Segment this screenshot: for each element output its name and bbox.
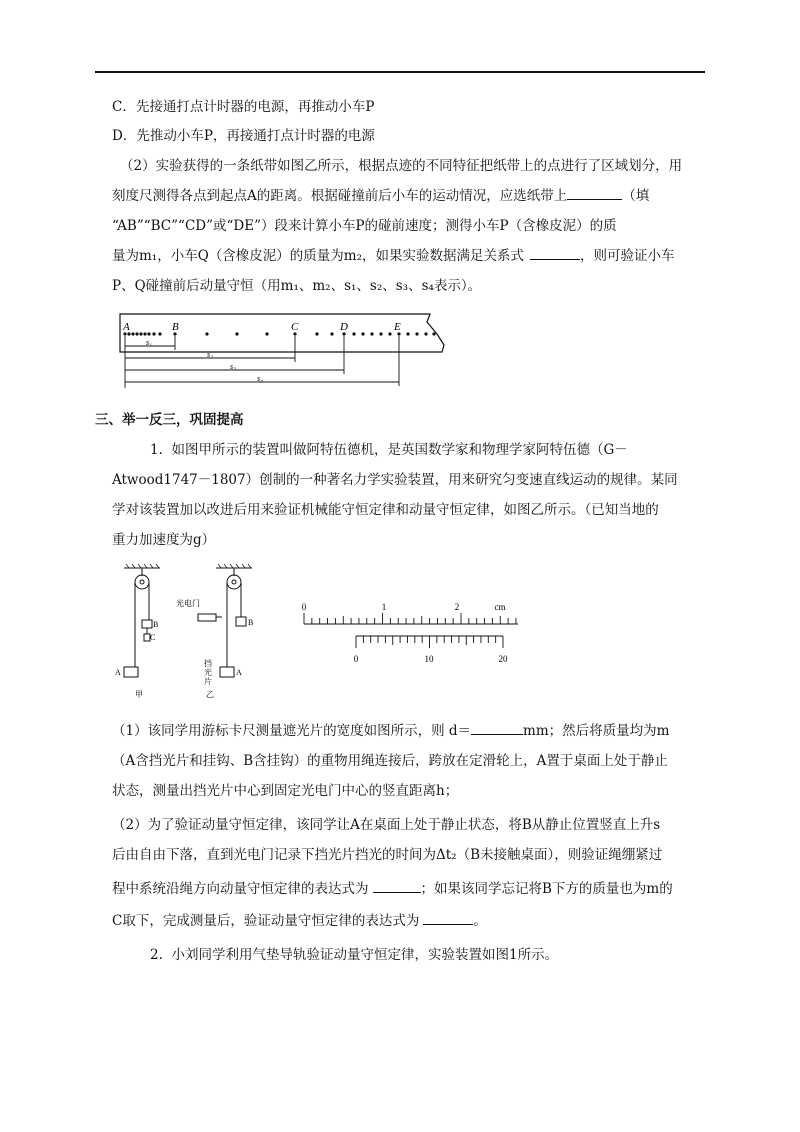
dist-s2: s₂ (207, 350, 213, 359)
problem2-line (150, 940, 750, 970)
dist-s3: s₃ (230, 362, 236, 371)
fig-b-label-a: A (236, 668, 242, 677)
fig-a-caption: 甲 (135, 690, 143, 699)
tape-dots (123, 332, 435, 335)
problem1-line3: 学对该装置加以改进后用来验证机械能守恒定律和动量守恒定律，如图乙所示。（已知当地的 (112, 502, 659, 518)
vernier-label-20: 20 (498, 654, 508, 664)
caliper-ticks (304, 613, 516, 648)
p1-part1-line3: 状态，测量出挡光片中心到固定光电门中心的竖直距离h； (112, 783, 459, 799)
shade-char-3: 片 (204, 677, 212, 686)
part2-line4-end: ，则可验证小车 (580, 248, 675, 264)
atwood-figure (112, 562, 272, 707)
part2-line5: P、Q碰撞前后动量守恒（用m₁、m₂、s₁、s₂、s₃、s₄表示）。 (112, 278, 482, 294)
fig-b-caption: 乙 (206, 690, 214, 699)
answer-blank-relation[interactable] (530, 245, 580, 260)
problem1-number: 1. (150, 442, 163, 458)
fig-a-label-c: C (150, 633, 156, 642)
p1-part2-line4-text: C取下，完成测量后，验证动量守恒定律的表达式为 (112, 913, 420, 929)
part2-line2-text: 刻度尺测得各点到起点A的距离。根据碰撞前后小车的运动情况，应选纸带上 (112, 188, 568, 204)
p1-part2-line3 (112, 874, 712, 904)
vernier-label-0: 0 (353, 654, 359, 664)
option-d: D．先推动小车P，再接通打点计时器的电源 (112, 128, 375, 144)
tape-label-c: C (291, 321, 299, 333)
paper-tape-figure (112, 312, 452, 392)
p1-part2-line3-text: 程中系统沿绳方向动量守恒定律的表达式为 (112, 881, 369, 897)
part2-line4-text: 量为m₁，小车Q（含橡皮泥）的质量为m₂，如果实验数据满足关系式 (112, 248, 524, 264)
part2-line2 (112, 181, 712, 211)
tape-label-d: D (340, 321, 348, 333)
vernier-label-10: 10 (424, 654, 434, 664)
answer-blank-momentum2[interactable] (423, 910, 473, 925)
answer-blank-segment[interactable] (567, 185, 622, 200)
p1-part2-line4-end: 。 (473, 913, 487, 929)
main-label-0: 0 (301, 602, 307, 612)
p1-part1-line2: （A含挡光片和挂钩、B含挂钩）的重物用绳连接后，跨放在定滑轮上，A置于桌面上处于静止 (112, 753, 668, 769)
problem1-line2: Atwood1747－1807）创制的一种著名力学实验装置，用来研究匀变速直线运动的规律。某同 (112, 472, 678, 488)
problem2-number: 2. (150, 947, 163, 963)
problem1-line1 (150, 435, 750, 465)
part2-line1: （2）实验获得的一条纸带如图乙所示，根据点迹的不同特征把纸带上的点进行了区域划分，用 (120, 158, 683, 174)
fig-a-label-b: B (153, 620, 159, 629)
fig-b-label-gate: 光电门 (176, 599, 200, 608)
tape-label-e: E (394, 321, 401, 333)
answer-blank-momentum1[interactable] (373, 878, 421, 893)
problem2-text: 小刘同学利用气垫导轨验证动量守恒定律，实验装置如图1所示。 (171, 947, 559, 963)
answer-blank-width[interactable] (471, 720, 523, 735)
p1-part2-line2: 后由自由下落，直到光电门记录下挡光片挡光的时间为Δt₂（B未接触桌面），则验证绳绷紧过 (112, 847, 663, 863)
main-label-1: 1 (381, 602, 387, 612)
dist-s4: s₄ (257, 374, 263, 383)
shade-char-1: 挡 (204, 659, 212, 668)
p1-part2-line4 (112, 906, 712, 936)
dist-s1: s₁ (146, 338, 152, 347)
part2-line2-end: （填 (622, 188, 650, 204)
shade-char-2: 光 (204, 668, 212, 677)
section-3-title: 三、举一反三，巩固提高 (95, 412, 244, 428)
tape-label-b: B (172, 321, 179, 333)
problem1-line1-text: 如图甲所示的装置叫做阿特伍德机，是英国数学家和物理学家阿特伍德（G－ (171, 442, 628, 458)
part2-line4 (112, 241, 712, 271)
p1-part1-line1-text: （1）该同学用游标卡尺测量遮光片的宽度如图所示，则 d＝ (112, 723, 472, 739)
p1-part2-line3-end: ；如果该同学忘记将B下方的质量也为m的 (420, 881, 673, 897)
p1-part1-line1 (112, 716, 712, 746)
caliper-figure (300, 600, 525, 670)
fig-b-label-b: B (248, 618, 254, 627)
header-rule (95, 71, 705, 73)
fig-a-label-a: A (115, 668, 121, 677)
part2-line3: “AB”“BC”“CD”或“DE”）段来计算小车P的碰前速度；测得小车P（含橡皮泥）的质 (112, 218, 617, 234)
problem1-line4: 重力加速度为g） (112, 532, 216, 548)
fig-b-shade-label (204, 658, 214, 686)
main-label-2: 2 (454, 602, 460, 612)
tape-label-a: A (123, 321, 130, 333)
option-c: C．先接通打点计时器的电源，再推动小车P (112, 99, 375, 115)
p1-part2-line1: （2）为了验证动量守恒定律，该同学让A在桌面上处于静止状态，将B从静止位置竖直上升s (112, 817, 661, 833)
p1-part1-line1-end: mm；然后将质量均为m (523, 723, 670, 739)
main-unit-label: cm (494, 602, 506, 612)
